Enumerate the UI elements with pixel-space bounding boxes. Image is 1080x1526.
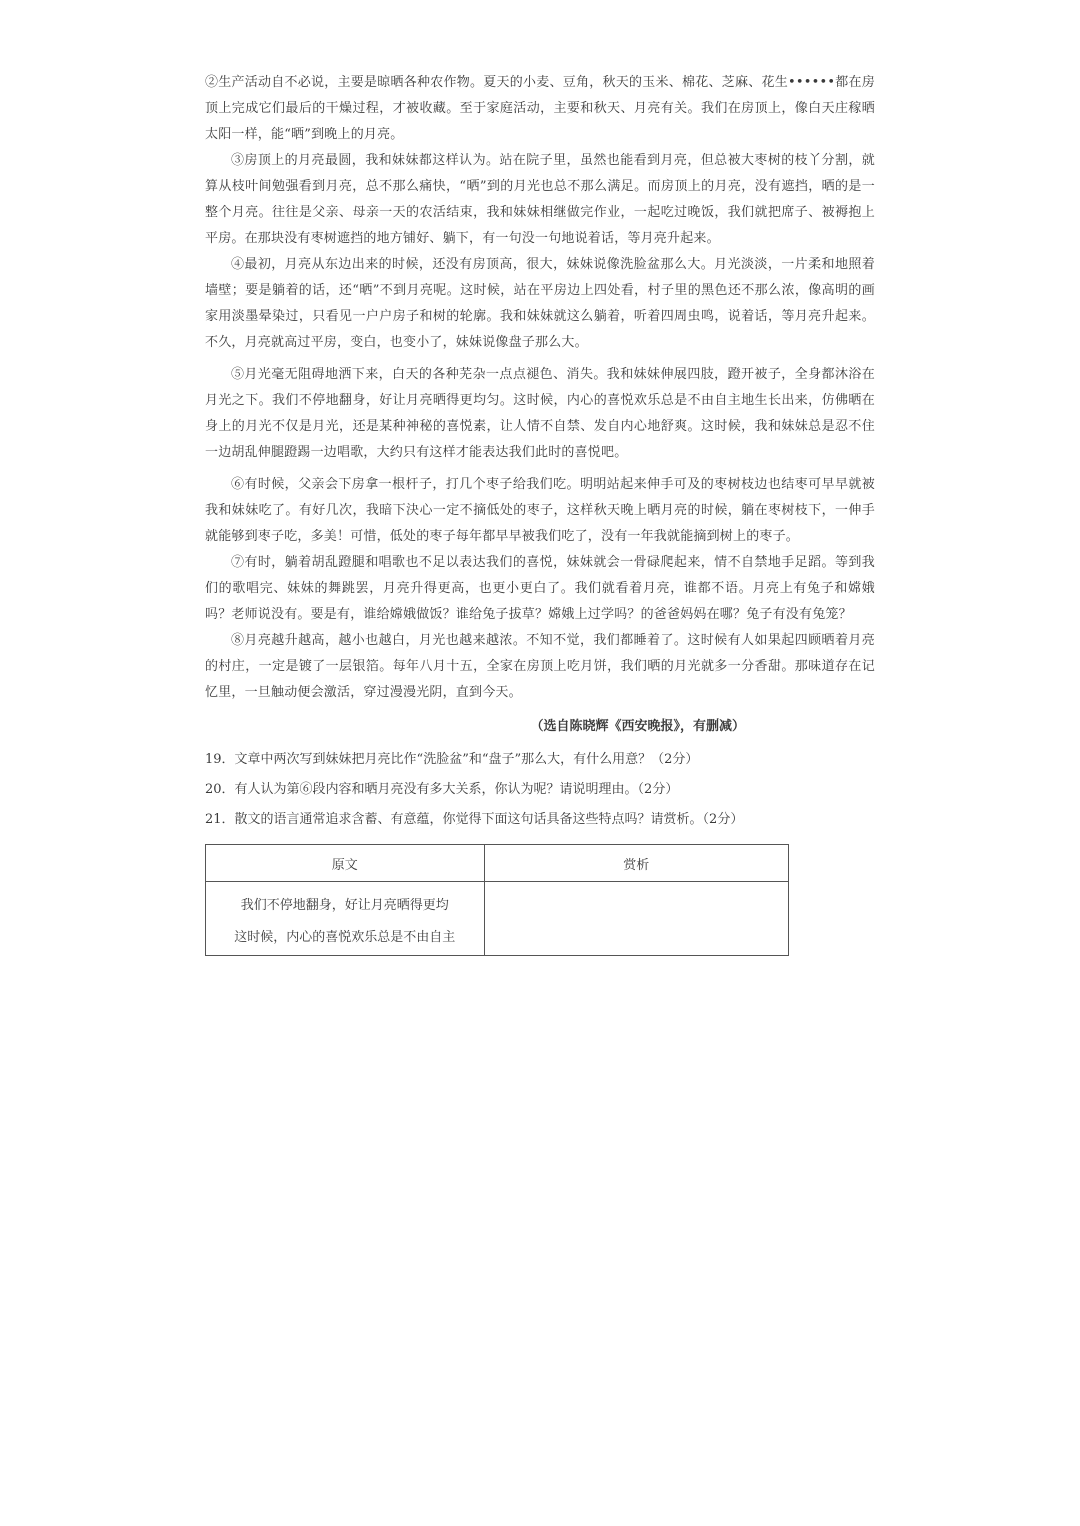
paragraph-5: ⑤月光毫无阻碍地洒下来，白天的各种芜杂一点点褪色、消失。我和妹妹伸展四肢，蹬开被子，全身都沐浴在月光之下。我们不停地翻身，好让月亮晒得更均匀。这时候，内心的喜悦欢乐总是不由自主地生长出来，仿佛晒在身上的月光不仅是月光，还是某种神秘的喜悦素，让人情不自禁、发自内心地舒爽。这时候，我和妹妹总是忍不住一边胡乱伸腿蹬踢一边唱歌，大约只有这样才能表达我们此时的喜悦吧。 xyxy=(205,367,875,460)
original-line-2: 这时候，内心的喜悦欢乐总是不由自主 xyxy=(234,930,456,945)
original-text-cell xyxy=(206,882,485,956)
paragraph-6: ⑥有时候，父亲会下房拿一根杆子，打几个枣子给我们吃。明明站起来伸手可及的枣树枝边也结枣可早早就被我和妹妹吃了。有好几次，我暗下決心一定不摘低处的枣子，这样秋天晚上晒月亮的时候，躺在枣树枝下，一伸手就能够到枣子吃，多美！可惜，低处的枣子每年都早早被我们吃了，没有一年我就能摘到树上的枣子。 xyxy=(205,477,875,544)
paragraph-7: ⑦有时，躺着胡乱蹬腿和唱歌也不足以表达我们的喜悦，妹妹就会一骨碌爬起来，情不自禁地手足蹈。等到我们的歌唱完、妹妹的舞跳罢，月亮升得更高，也更小更白了。我们就看着月亮，谁都不语。月亮上有兔子和嫦娥吗？老师说没有。要是有，谁给嫦娥做饭？谁给兔子拔草？嫦娥上过学吗？的爸爸妈妈在哪？兔子有没有兔笼？ xyxy=(205,555,875,622)
question-21: 21．散文的语言通常追求含蓄、有意蕴，你觉得下面这句话具备这些特点吗？请赏析。（2分） xyxy=(205,812,744,827)
paragraph-4: ④最初，月亮从东边出来的时候，还没有房顶高，很大，妹妹说像洗脸盆那么大。月光淡淡，一片柔和地照着墙壁；要是躺着的话，还“晒”不到月亮呢。这时候，站在平房边上四处看，村子里的黑色还不那么浓，像高明的画家用淡墨晕染过，只看见一户户房子和树的轮廓。我和妹妹就这么躺着，听着四周虫鸣，说着话，等月亮升起来。不久，月亮就高过平房，变白，也变小了，妹妹说像盘子那么大。 xyxy=(205,257,875,350)
header-original: 原文 xyxy=(206,845,485,882)
source-citation: （选自陈晓辉《西安晚报》，有删减） xyxy=(530,719,745,734)
paragraph-3: ③房顶上的月亮最圆，我和妹妹都这样认为。站在院子里，虽然也能看到月亮，但总被大枣树的枝丫分割，就算从枝叶间勉强看到月亮，总不那么痛快，“晒”到的月光也总不那么满足。而房顶上的月亮，没有遮挡，晒的是一整个月亮。往往是父亲、母亲一天的农活结束，我和妹妹相继做完作业，一起吃过晚饭，我们就把席子、被褥抱上平房。在那块没有枣树遮挡的地方铺好、躺下，有一句没一句地说着话，等月亮升起来。 xyxy=(205,153,875,246)
question-20: 20．有人认为第⑥段内容和晒月亮没有多大关系，你认为呢？请说明理由。（2分） xyxy=(205,782,679,797)
analysis-table xyxy=(205,844,789,956)
paragraph-2: ②生产活动自不必说，主要是晾晒各种农作物。夏天的小麦、豆角，秋天的玉米、棉花、芝麻、花生••••••都在房顶上完成它们最后的干燥过程，才被收藏。至于家庭活动，主要和秋天、月亮有关。我们在房顶上，像白天庄稼晒太阳一样，能“晒”到晚上的月亮。 xyxy=(205,75,875,142)
appreciation-answer-cell[interactable] xyxy=(484,882,788,956)
paragraph-8: ⑧月亮越升越高，越小也越白，月光也越来越浓。不知不觉，我们都睡着了。这时候有人如果起四顾晒着月亮的村庄，一定是镀了一层银箔。每年八月十五，全家在房顶上吃月饼，我们晒的月光就多一分香甜。那味道存在记忆里，一旦触动便会激活，穿过漫漫光阴，直到今天。 xyxy=(205,633,875,700)
question-19: 19．文章中两次写到妹妹把月亮比作“洗脸盆”和“盘子”那么大，有什么用意？（2分） xyxy=(205,752,699,767)
header-appreciation: 赏析 xyxy=(484,845,788,882)
original-line-1: 我们不停地翻身，好让月亮晒得更均 xyxy=(240,898,449,913)
reading-passage xyxy=(205,70,875,956)
